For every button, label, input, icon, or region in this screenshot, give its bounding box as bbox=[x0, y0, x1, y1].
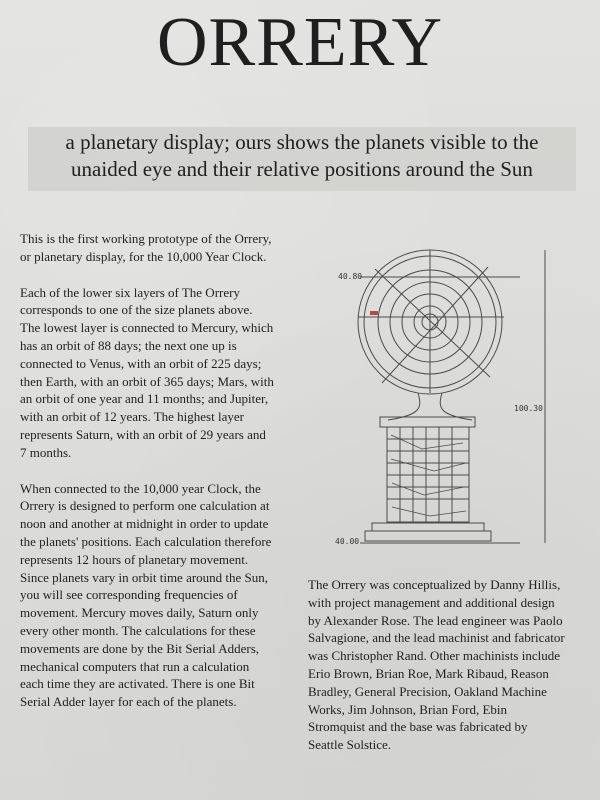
orrery-diagram-svg bbox=[330, 225, 555, 555]
page-subtitle: a planetary display; ours shows the planets visible to the unaided eye and their relative positions around the Sun bbox=[65, 130, 539, 181]
height-dimension-label: 100.30 bbox=[514, 404, 543, 413]
calculation-paragraph: When connected to the 10,000 year Clock, the Orrery is designed to perform one calculation at noon and another at midnight in order to update the planets' positions. Each calculation therefore represents 12 hours of planetary movement. Since planets vary in orbit time around the Sun, you will see corresponding frequencies of movement. Mercury moves daily, Saturn only every other month. The calculations for these movements are done by the Bit Serial Adders, mechanical computers that run a calculation each time they are activated. There is one Bit Serial Adder layer for each of the planets. bbox=[20, 480, 272, 710]
intro-paragraph: This is the first working prototype of the Orrery, or planetary display, for the 10,000 Year Clock. bbox=[20, 231, 272, 264]
orrery-technical-diagram bbox=[330, 225, 555, 555]
diagonal-support bbox=[382, 267, 488, 383]
planet-layers-paragraph: Each of the lower six layers of The Orrery corresponds to one of the size planets above. The lowest layer is connected to Mercury, which has an orbit of 88 days; the next one up is connected to Venus, with an orbit of 225 days; then Earth, with an orbit of 365 days; Mars, with an orbit of one year and 11 months; and Jupiter, with an orbit of 12 years. The highest layer represents Saturn, with an orbit of 29 years and 7 months. bbox=[20, 284, 274, 460]
base-top bbox=[372, 523, 484, 531]
red-marker bbox=[370, 311, 378, 315]
credits-paragraph: The Orrery was conceptualized by Danny Hillis, with project management and additional design by Alexander Rose. The lead engineer was Paolo Salvagione, and the lead machinist and fabricator was Christopher Rand. Other machinists include Erio Brown, Brian Roe, Mark Ribaud, Reason Bradley, General Precision, Oakland Machine Works, Jim Johnson, Brian Ford, Ebin Stromquist and the base was fabricated by Seattle Solstice. bbox=[308, 577, 565, 753]
base-bottom bbox=[365, 531, 491, 541]
stand-right-curve bbox=[440, 393, 472, 420]
stand-left-curve bbox=[388, 393, 420, 420]
left-description-column bbox=[20, 230, 275, 729]
page-title: ORRERY bbox=[156, 4, 444, 81]
top-dimension-label: 40.80 bbox=[338, 272, 363, 281]
bottom-dimension-label: 40.00 bbox=[335, 537, 360, 546]
diagonal-support bbox=[375, 269, 490, 377]
